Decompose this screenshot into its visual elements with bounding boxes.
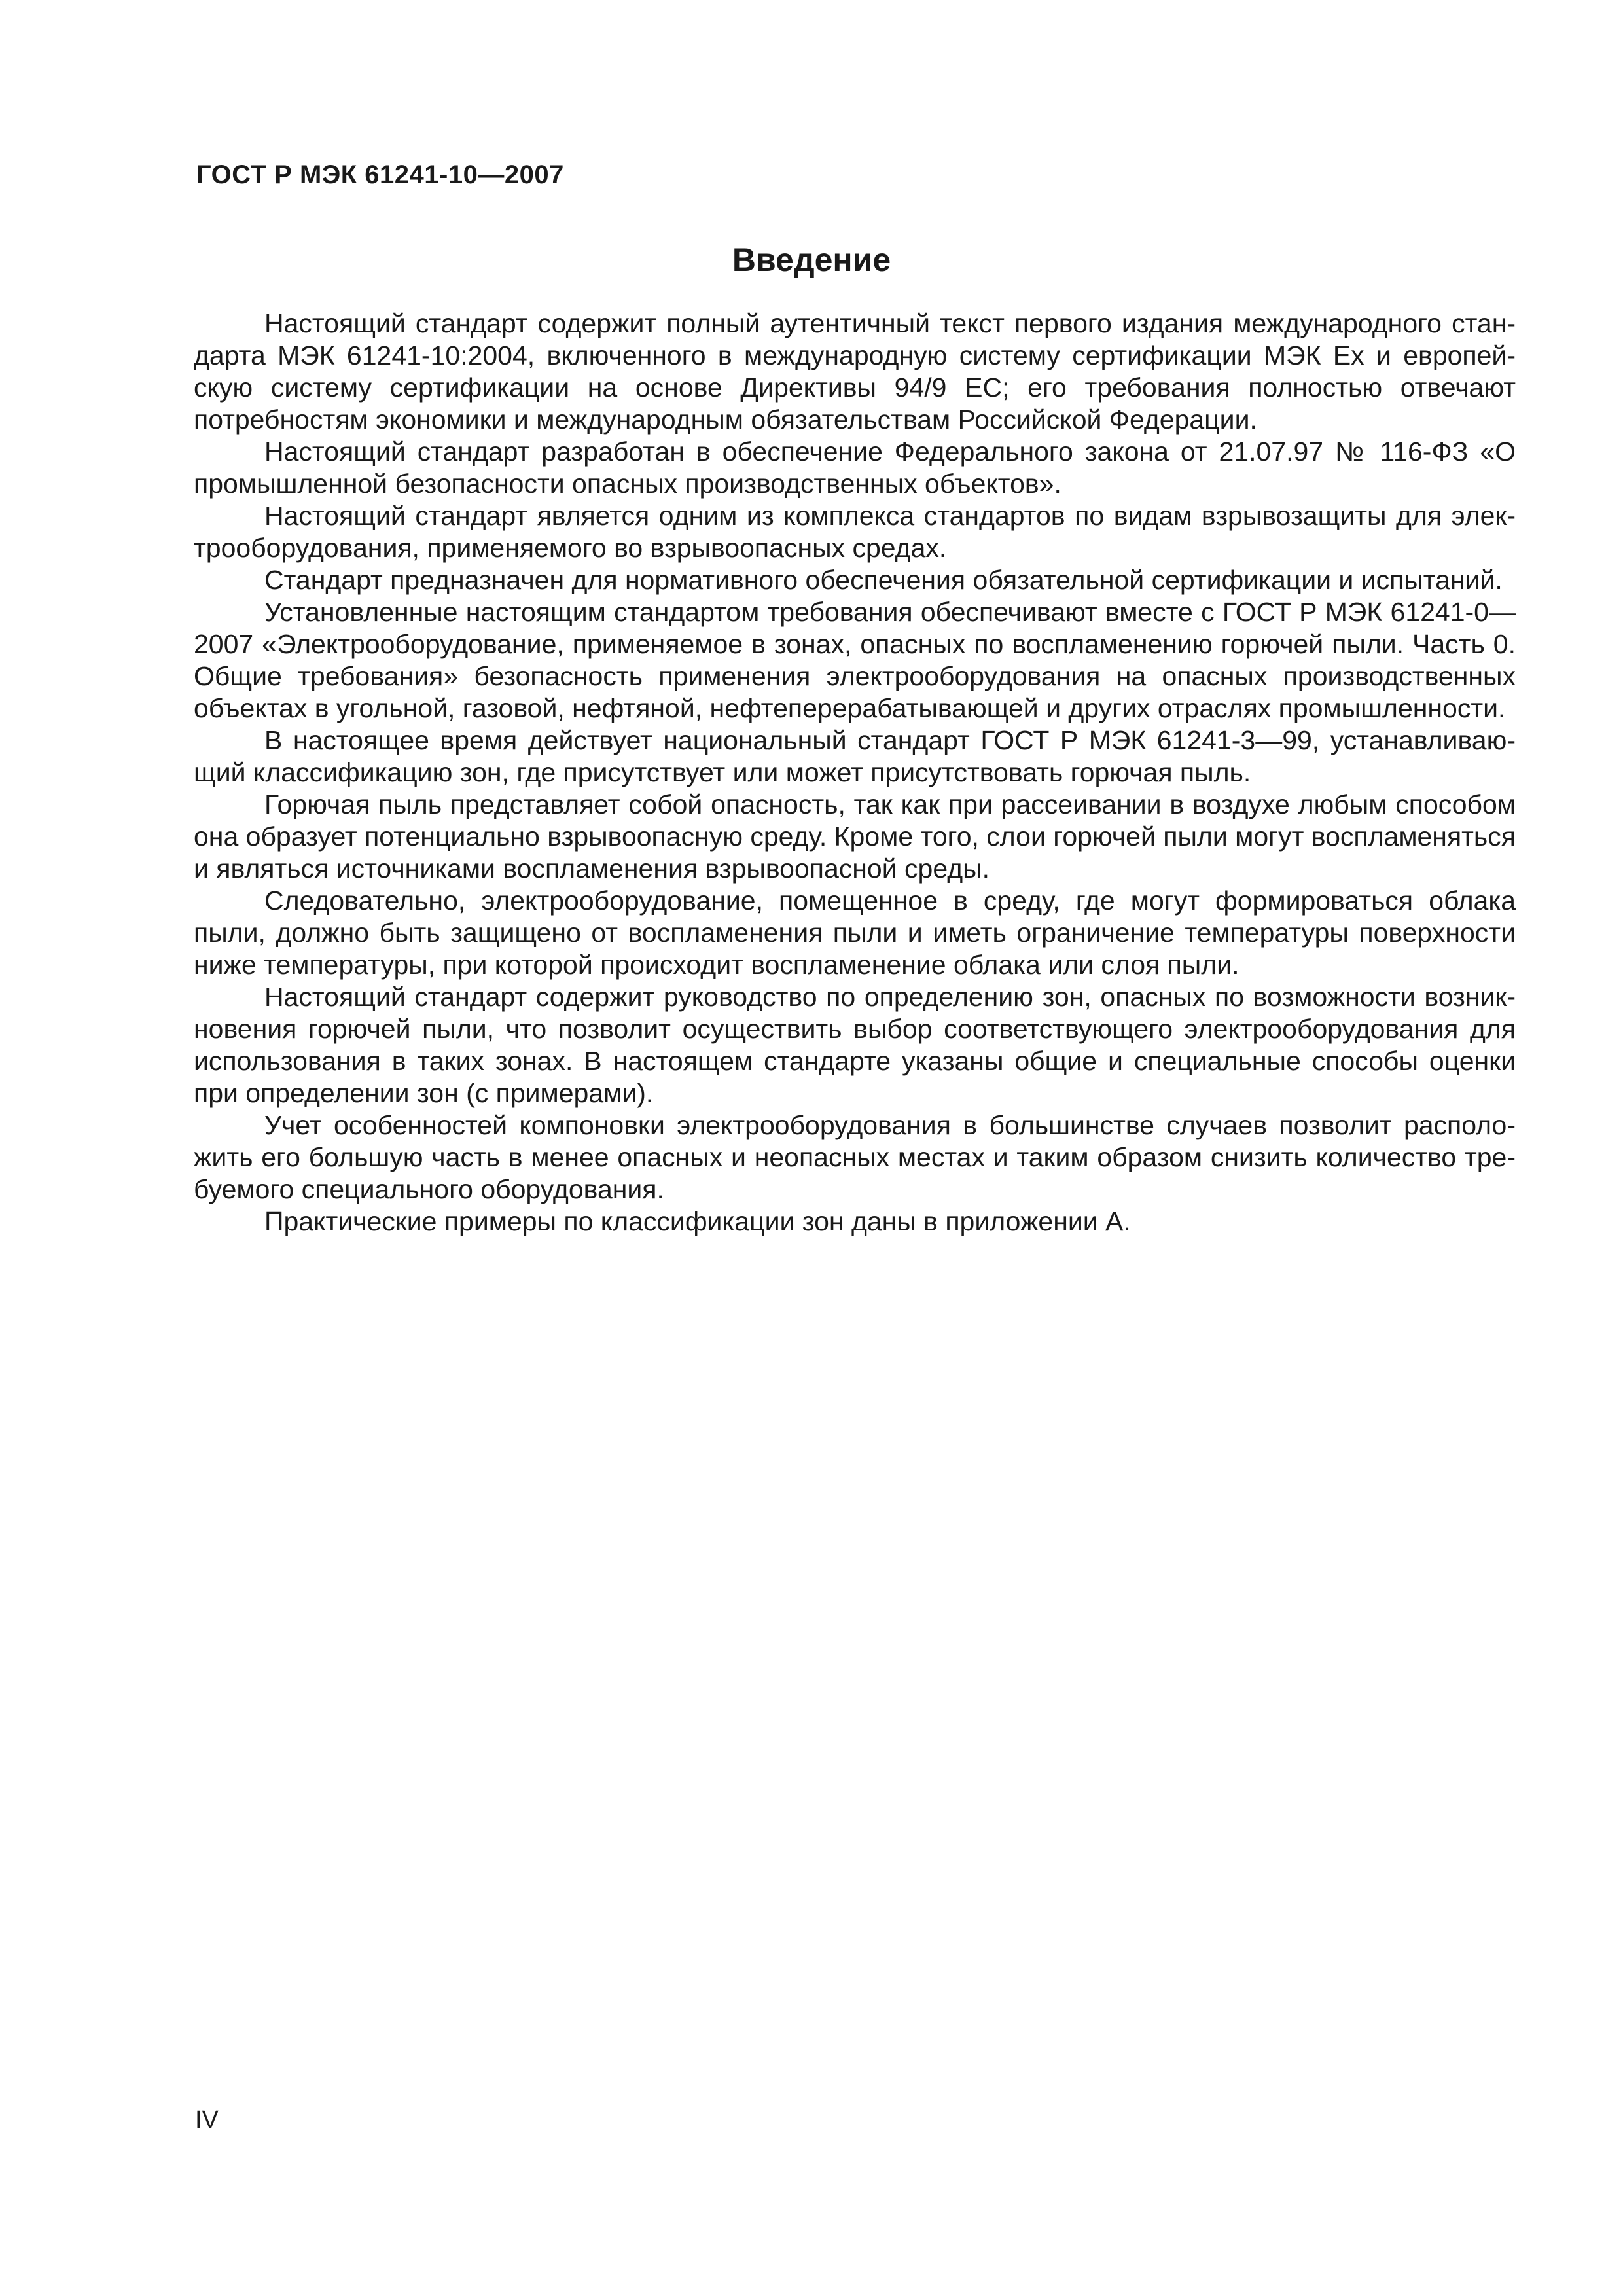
document-header: ГОСТ Р МЭК 61241-10—2007 [196, 160, 564, 189]
paragraph-3: Настоящий стандарт является одним из комплекса стандартов по видам взрывозащиты для электрооборудования, применяемого во взрывоопасных средах. [194, 501, 1516, 563]
paragraph-1: Настоящий стандарт содержит полный аутентичный текст первого издания международного стандарта МЭК 61241-10:2004, включенного в международную систему сертификации МЭК Ex и европейскую систему сертификации на основе Директивы 94/9 ЕС; его требования полностью отвечают потребностям экономики и международным обязательствам Российской Федерации. [194, 308, 1516, 435]
body-text [194, 308, 1516, 1238]
paragraph-9: Настоящий стандарт содержит руководство по определению зон, опасных по возможности возникновения горючей пыли, что позволит осуществить выбор соответствующего электрооборудования для использования в таких зонах. В настоящем стандарте указаны общие и специальные способы оценки при определении зон (с примерами). [194, 982, 1516, 1108]
paragraph-8: Следовательно, электрооборудование, помещенное в среду, где могут формироваться облака пыли, должно быть защищено от воспламенения пыли и иметь ограничение температуры поверхности ниже температуры, при которой происходит воспламенение облака или слоя пыли. [194, 886, 1516, 980]
paragraph-7: Горючая пыль представляет собой опасность, так как при рассеивании в воздухе любым способом она образует потенциально взрывоопасную среду. Кроме того, слои горючей пыли могут воспламеняться и являться источниками воспламенения взрывоопасной среды. [194, 789, 1516, 884]
paragraph-6: В настоящее время действует национальный стандарт ГОСТ Р МЭК 61241-3—99, устанавливающий классификацию зон, где присутствует или может присутствовать горючая пыль. [194, 725, 1516, 787]
paragraph-4: Стандарт предназначен для нормативного обеспечения обязательной сертификации и испытаний. [264, 565, 1503, 595]
page-number: IV [195, 2106, 219, 2134]
paragraph-10: Учет особенностей компоновки электрооборудования в большинстве случаев позволит расположить его большую часть в менее опасных и неопасных местах и таким образом снизить количество требуемого специального оборудования. [194, 1110, 1516, 1204]
paragraph-5: Установленные настоящим стандартом требования обеспечивают вместе с ГОСТ Р МЭК 61241-0—2007 «Электрооборудование, применяемое в зонах, опасных по воспламенению горючей пыли. Часть 0. Общие требования» безопасность применения электрооборудования на опасных производственных объектах в угольной, газовой, нефтяной, нефтеперерабатывающей и других отраслях промышленности. [194, 597, 1516, 723]
section-title: Введение [732, 242, 891, 278]
paragraph-11: Практические примеры по классификации зон даны в приложении А. [264, 1206, 1131, 1236]
paragraph-2: Настоящий стандарт разработан в обеспечение Федерального закона от 21.07.97 № 116-ФЗ «О промышленной безопасности опасных производственных объектов». [194, 437, 1516, 499]
